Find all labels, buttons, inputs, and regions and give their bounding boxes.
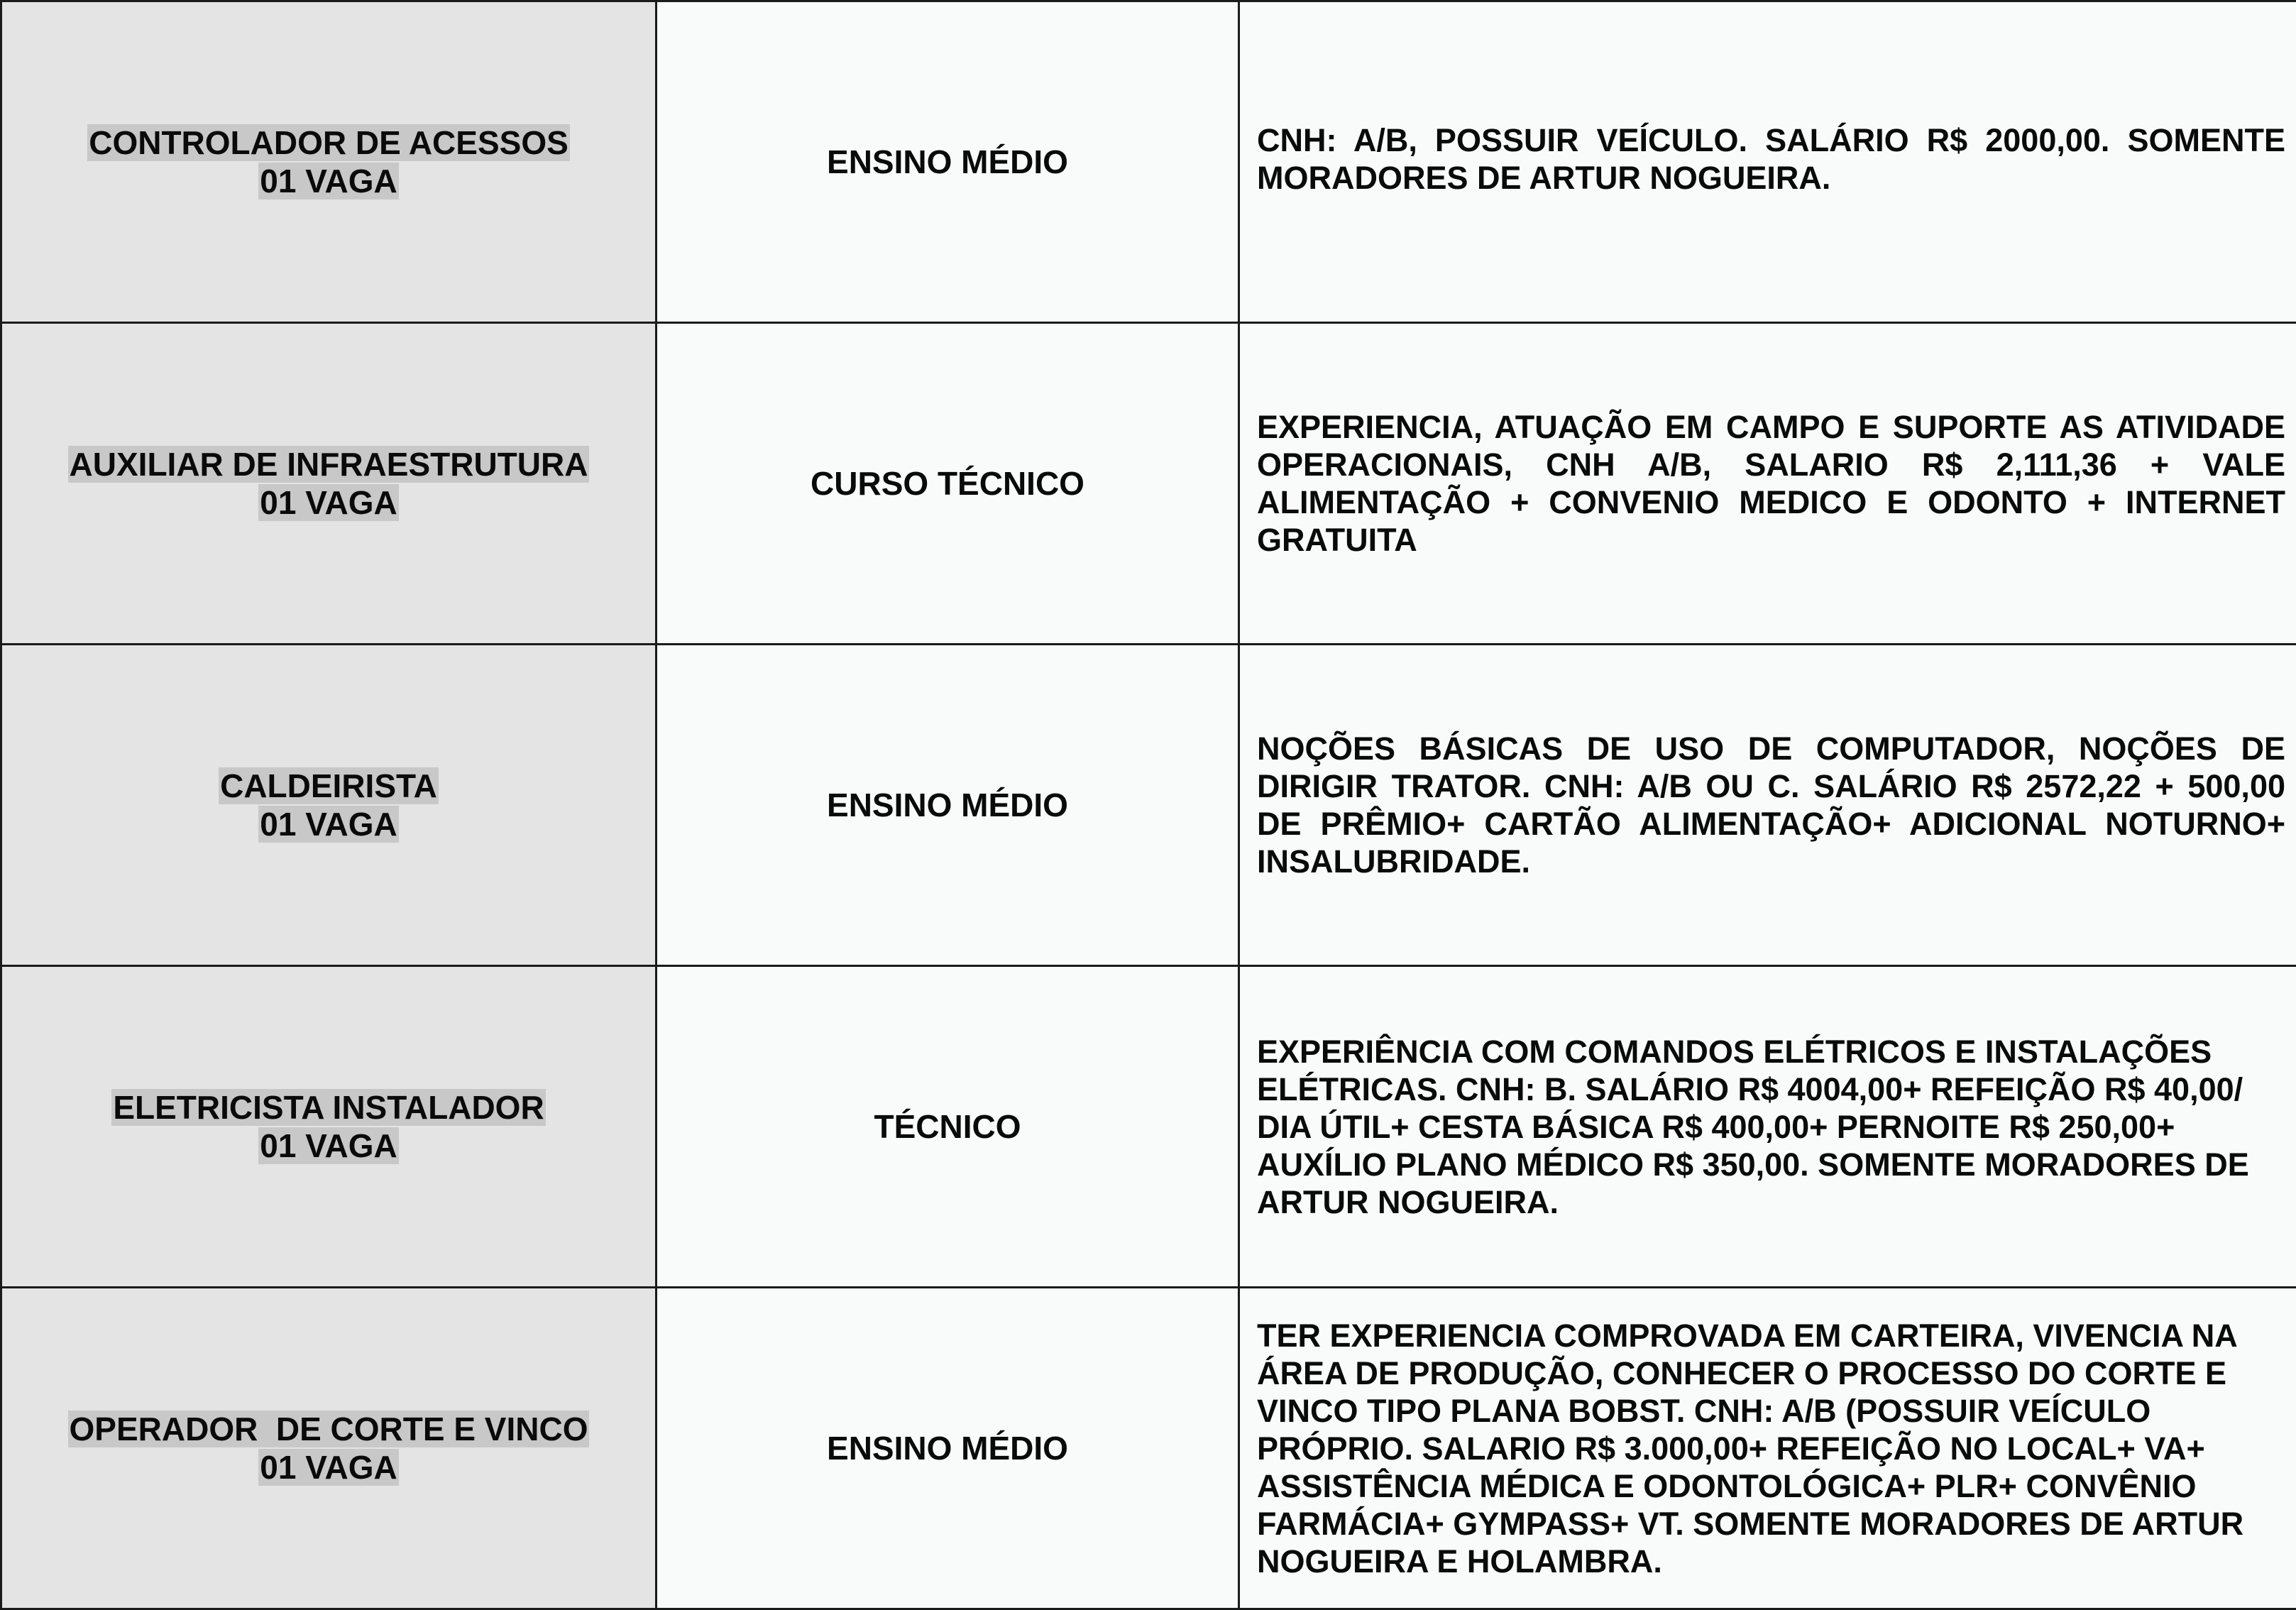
requirements-cell <box>1239 645 2296 966</box>
requirements-text: EXPERIENCIA, ATUAÇÃO EM CAMPO E SUPORTE AS ATIVIDADE OPERACIONAIS, CNH A/B, SALARIO R$ 2,111,36 + VALE ALIMENTAÇÃO + CONVENIO MEDICO E ODONTO + INTERNET GRATUITA <box>1240 408 2296 559</box>
education-cell <box>657 1288 1239 1609</box>
role-block <box>68 445 590 522</box>
role-title: OPERADOR DE CORTE E VINCO <box>68 1411 590 1447</box>
education-cell <box>657 1 1239 323</box>
education-cell <box>657 966 1239 1288</box>
requirements-cell <box>1239 1288 2296 1609</box>
requirements-text: NOÇÕES BÁSICAS DE USO DE COMPUTADOR, NOÇÕES DE DIRIGIR TRATOR. CNH: A/B OU C. SALÁRIO R$ 2572,22 + 500,00 DE PRÊMIO+ CARTÃO ALIMENTAÇÃO+ ADICIONAL NOTURNO+ INSALUBRIDADE. <box>1240 730 2296 880</box>
role-cell <box>1 966 657 1288</box>
table-row <box>1 1 2296 323</box>
education-level: ENSINO MÉDIO <box>657 143 1238 181</box>
table-row <box>1 966 2296 1288</box>
role-cell <box>1 645 657 966</box>
requirements-text: TER EXPERIENCIA COMPROVADA EM CARTEIRA, VIVENCIA NA ÁREA DE PRODUÇÃO, CONHECER O PROCESSO DO CORTE E VINCO TIPO PLANA BOBST. CNH: A/B (POSSUIR VEÍCULO PRÓPRIO. SALARIO R$ 3.000,00+ REFEIÇÃO NO LOCAL+ VA+ ASSISTÊNCIA MÉDICA E ODONTOLÓGICA+ PLR+ CONVÊNIO FARMÁCIA+ GYMPASS+ VT. SOMENTE MORADORES DE ARTUR NOGUEIRA E HOLAMBRA. <box>1240 1317 2296 1580</box>
role-title: AUXILIAR DE INFRAESTRUTURA <box>68 446 590 483</box>
education-level: ENSINO MÉDIO <box>657 1429 1238 1467</box>
role-title: CALDEIRISTA <box>219 767 439 804</box>
table-row <box>1 645 2296 966</box>
role-cell <box>1 1 657 323</box>
requirements-text: CNH: A/B, POSSUIR VEÍCULO. SALÁRIO R$ 2000,00. SOMENTE MORADORES DE ARTUR NOGUEIRA. <box>1240 2 2296 197</box>
role-title: CONTROLADOR DE ACESSOS <box>87 124 570 161</box>
vacancy-count: 01 VAGA <box>258 163 398 199</box>
vacancy-count: 01 VAGA <box>258 1449 398 1486</box>
education-level: ENSINO MÉDIO <box>657 786 1238 824</box>
role-cell <box>1 1288 657 1609</box>
vacancy-count: 01 VAGA <box>258 484 398 521</box>
requirements-cell <box>1239 966 2296 1288</box>
vacancy-count: 01 VAGA <box>258 806 398 843</box>
role-cell <box>1 323 657 645</box>
requirements-text: EXPERIÊNCIA COM COMANDOS ELÉTRICOS E INSTALAÇÕES ELÉTRICAS. CNH: B. SALÁRIO R$ 4004,00+ REFEIÇÃO R$ 40,00/ DIA ÚTIL+ CESTA BÁSICA R$ 400,00+ PERNOITE R$ 250,00+ AUXÍLIO PLANO MÉDICO R$ 350,00. SOMENTE MORADORES DE ARTUR NOGUEIRA. <box>1240 1033 2296 1221</box>
education-cell <box>657 645 1239 966</box>
requirements-cell <box>1239 323 2296 645</box>
role-block <box>68 1410 590 1486</box>
role-block <box>219 767 439 843</box>
education-level: TÉCNICO <box>657 1107 1238 1146</box>
role-block <box>111 1088 545 1165</box>
education-cell <box>657 323 1239 645</box>
role-title: ELETRICISTA INSTALADOR <box>111 1089 545 1126</box>
requirements-cell <box>1239 1 2296 323</box>
vacancy-count: 01 VAGA <box>258 1127 398 1164</box>
role-block <box>87 124 570 200</box>
table-row <box>1 1288 2296 1609</box>
education-level: CURSO TÉCNICO <box>657 464 1238 503</box>
table-row <box>1 323 2296 645</box>
